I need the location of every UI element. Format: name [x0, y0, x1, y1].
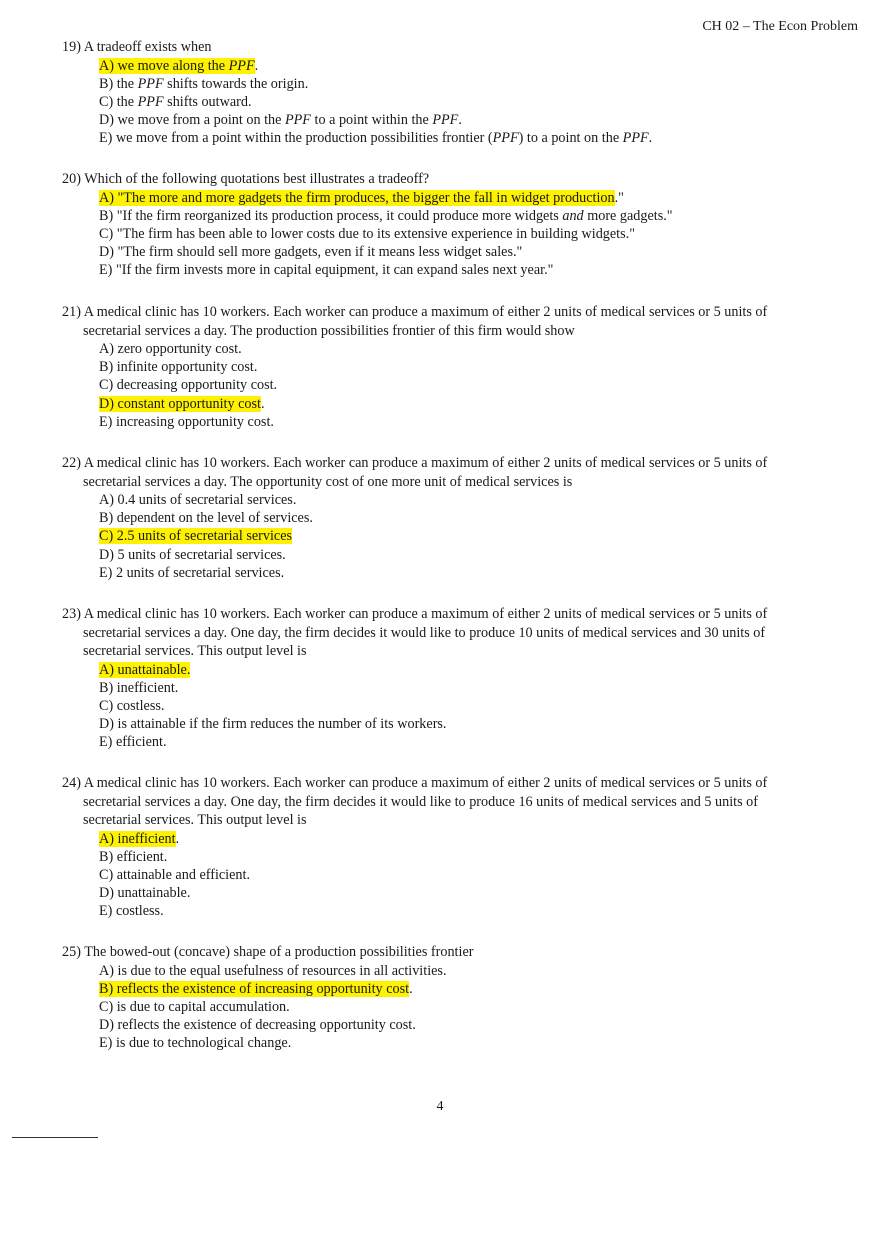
question-stem-continued: secretarial services a day. The production possibilities frontier of this firm would show: [83, 322, 575, 339]
question-24: [62, 774, 852, 921]
option-a: A) is due to the equal usefulness of resources in all activities.: [99, 962, 447, 979]
question-22: [62, 454, 852, 582]
question-19: [62, 38, 852, 148]
option-b: B) efficient.: [99, 848, 168, 865]
option-e: E) "If the firm invests more in capital equipment, it can expand sales next year.": [99, 262, 554, 279]
option-list: [62, 189, 852, 280]
question-25: [62, 943, 852, 1053]
option-b: B) the PPF shifts towards the origin.: [99, 75, 309, 92]
question-stem-continued: secretarial services a day. The opportunity cost of one more unit of medical services is: [83, 473, 573, 490]
option-list: [62, 340, 852, 431]
option-c: C) attainable and efficient.: [99, 866, 251, 883]
question-21: [62, 303, 852, 431]
option-e: E) is due to technological change.: [99, 1035, 292, 1052]
question-20: [62, 170, 852, 280]
option-a: A) zero opportunity cost.: [99, 341, 242, 357]
option-c: [99, 527, 852, 545]
page-number: 4: [436, 1099, 444, 1114]
option-list: [62, 962, 852, 1053]
answer-highlight: D) constant opportunity cost: [99, 395, 261, 412]
question-stem-continued: secretarial services. This output level is: [83, 812, 307, 828]
option-a: A) 0.4 units of secretarial services.: [99, 492, 297, 508]
option-d: D) 5 units of secretarial services.: [99, 546, 286, 563]
option-e: E) we move from a point within the production possibilities frontier (PPF) to a point on the PPF.: [99, 130, 653, 147]
question-stem: 19) A tradeoff exists when: [62, 39, 212, 55]
question-stem: 24) A medical clinic has 10 workers. Each worker can produce a maximum of either 2 units of medical services or 5 units of: [62, 775, 768, 791]
question-stem-continued: secretarial services a day. One day, the firm decides it would like to produce 16 units of medical services and 5 units of: [83, 793, 758, 810]
option-c: C) "The firm has been able to lower costs due to its extensive experience in building widgets.": [99, 225, 635, 242]
option-b: B) infinite opportunity cost.: [99, 359, 258, 376]
chapter-header: CH 02 – The Econ Problem: [702, 19, 858, 34]
option-list: [62, 491, 852, 582]
option-e: E) increasing opportunity cost.: [99, 413, 274, 430]
question-stem: 22) A medical clinic has 10 workers. Each worker can produce a maximum of either 2 units of medical services or 5 units of: [62, 455, 768, 471]
answer-highlight: A) inefficient: [99, 830, 176, 847]
option-e: E) 2 units of secretarial services.: [99, 564, 285, 581]
option-a: [99, 661, 852, 679]
question-stem: 23) A medical clinic has 10 workers. Each worker can produce a maximum of either 2 units of medical services or 5 units of: [62, 606, 768, 622]
option-c: C) is due to capital accumulation.: [99, 998, 290, 1015]
footnote-divider: [12, 1137, 98, 1138]
answer-highlight: C) 2.5 units of secretarial services: [99, 528, 293, 545]
question-stem: 20) Which of the following quotations best illustrates a tradeoff?: [62, 171, 430, 187]
option-list: [62, 661, 852, 752]
option-d: D) "The firm should sell more gadgets, even if it means less widget sales.": [99, 244, 523, 261]
option-e: E) efficient.: [99, 734, 167, 751]
question-stem-continued: secretarial services a day. One day, the firm decides it would like to produce 10 units of medical services and 30 units of: [83, 624, 766, 641]
option-b: B) "If the firm reorganized its production process, it could produce more widgets and more gadgets.": [99, 207, 673, 224]
option-a: A) "The more and more gadgets the firm produces, the bigger the fall in widget production.": [99, 189, 624, 206]
answer-highlight: B) reflects the existence of increasing opportunity cost: [99, 980, 410, 997]
option-c: C) costless.: [99, 697, 165, 714]
question-stem: 21) A medical clinic has 10 workers. Each worker can produce a maximum of either 2 units of medical services or 5 units of: [62, 304, 768, 320]
option-d: D) we move from a point on the PPF to a point within the PPF.: [99, 112, 462, 129]
answer-highlight: A) unattainable.: [99, 661, 191, 678]
option-d: D) unattainable.: [99, 885, 191, 902]
option-d: D) reflects the existence of decreasing opportunity cost.: [99, 1017, 416, 1034]
answer-highlight: A) we move along the PPF: [99, 57, 255, 74]
option-d: D) constant opportunity cost.: [99, 395, 265, 412]
option-e: E) costless.: [99, 903, 164, 920]
option-b: B) reflects the existence of increasing opportunity cost.: [99, 980, 413, 997]
option-a: A) inefficient.: [99, 830, 180, 847]
option-c: C) decreasing opportunity cost.: [99, 377, 278, 394]
option-b: B) dependent on the level of services.: [99, 510, 313, 527]
option-a: A) we move along the PPF.: [99, 57, 259, 74]
option-list: [62, 830, 852, 921]
answer-highlight: A) "The more and more gadgets the firm produces, the bigger the fall in widget production: [99, 189, 615, 206]
question-23: [62, 605, 852, 752]
option-b: B) inefficient.: [99, 679, 179, 696]
option-d: D) is attainable if the firm reduces the number of its workers.: [99, 716, 447, 733]
option-c: C) the PPF shifts outward.: [99, 93, 252, 110]
question-stem-continued: secretarial services. This output level is: [83, 643, 307, 659]
option-list: [62, 57, 852, 148]
question-stem: 25) The bowed-out (concave) shape of a production possibilities frontier: [62, 944, 474, 960]
